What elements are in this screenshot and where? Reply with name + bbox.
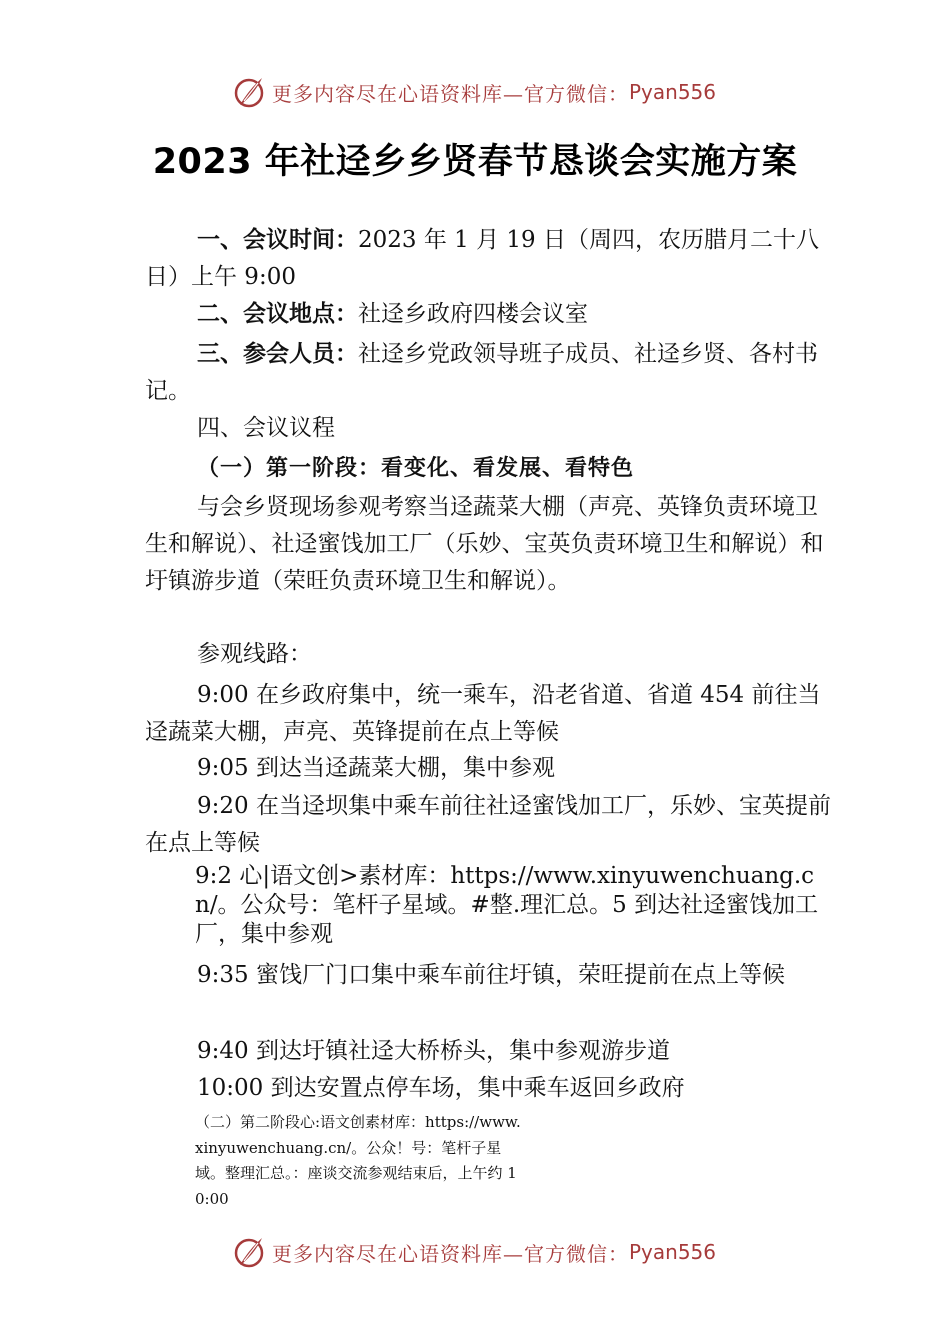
watermark-wechat-id: Pyan556: [629, 1240, 717, 1264]
route-item: 9:20 在当迳坝集中乘车前往社迳蜜饯加工厂，乐妙、宝英提前在点上等候: [145, 793, 831, 856]
meeting-time: [145, 222, 835, 296]
stage1-description: 与会乡贤现场参观考察当迳蔬菜大棚（声亮、英锋负责环境卫生和解说）、社迳蜜饯加工厂（乐妙、宝英负责环境卫生和解说）和圩镇游步道（荣旺负责环境卫生和解说）。: [145, 494, 824, 594]
header-watermark: [0, 72, 950, 112]
meeting-attendees: [145, 336, 835, 410]
watermark-text: 更多内容尽在心语资料库—官方微信：: [272, 1241, 629, 1266]
agenda-heading: 四、会议议程: [197, 415, 335, 441]
route-item: 9:35 蜜饯厂门口集中乘车前往圩镇，荣旺提前在点上等候: [197, 962, 785, 988]
route-item: 9:2 心|语文创>素材库：https://www.xinyuwenchuang.cn/。公众号：笔杆子星域。#整.理汇总。5 到达社迳蜜饯加工厂，集中参观: [195, 863, 819, 947]
meeting-place-label: 二、会议地点：: [197, 301, 358, 327]
meeting-place: [145, 296, 835, 333]
watermark-text: 更多内容尽在心语资料库—官方微信：: [272, 81, 629, 106]
route-item: 10:00 到达安置点停车场，集中乘车返回乡政府: [197, 1075, 685, 1101]
quill-logo-icon: [232, 1235, 266, 1269]
meeting-place-value: 社迳乡政府四楼会议室: [358, 301, 588, 327]
meeting-attendees-label: 三、参会人员：: [197, 341, 358, 367]
route-item: 9:05 到达当迳蔬菜大棚，集中参观: [197, 755, 555, 781]
meeting-time-value: 2023 年 1 月 19 日（周四，农历腊月二十八日）上午 9:00: [145, 227, 819, 290]
footer-watermark: [0, 1232, 950, 1272]
meeting-time-label: 一、会议时间：: [197, 227, 358, 253]
route-item: 9:00 在乡政府集中，统一乘车，沿老省道、省道 454 前往当迳蔬菜大棚，声亮、英锋提前在点上等候: [145, 682, 821, 745]
route-item: 9:40 到达圩镇社迳大桥桥头，集中参观游步道: [197, 1038, 670, 1064]
stage1-heading: （一）第一阶段：看变化、看发展、看特色: [197, 456, 635, 481]
stage2-text: （二）第二阶段心:语文创素材库：https://www.xinyuwenchuang.cn/。公众！号：笔杆子星域。整理汇总。：座谈交流参观结束后，上午约 10:00: [195, 1113, 521, 1208]
document-title: 2023 年社迳乡乡贤春节恳谈会实施方案: [152, 142, 798, 182]
meeting-attendees-value: 社迳乡党政领导班子成员、社迳乡贤、各村书记。: [145, 341, 818, 404]
quill-logo-icon: [232, 75, 266, 109]
route-label: 参观线路：: [197, 641, 312, 667]
watermark-wechat-id: Pyan556: [629, 80, 717, 104]
